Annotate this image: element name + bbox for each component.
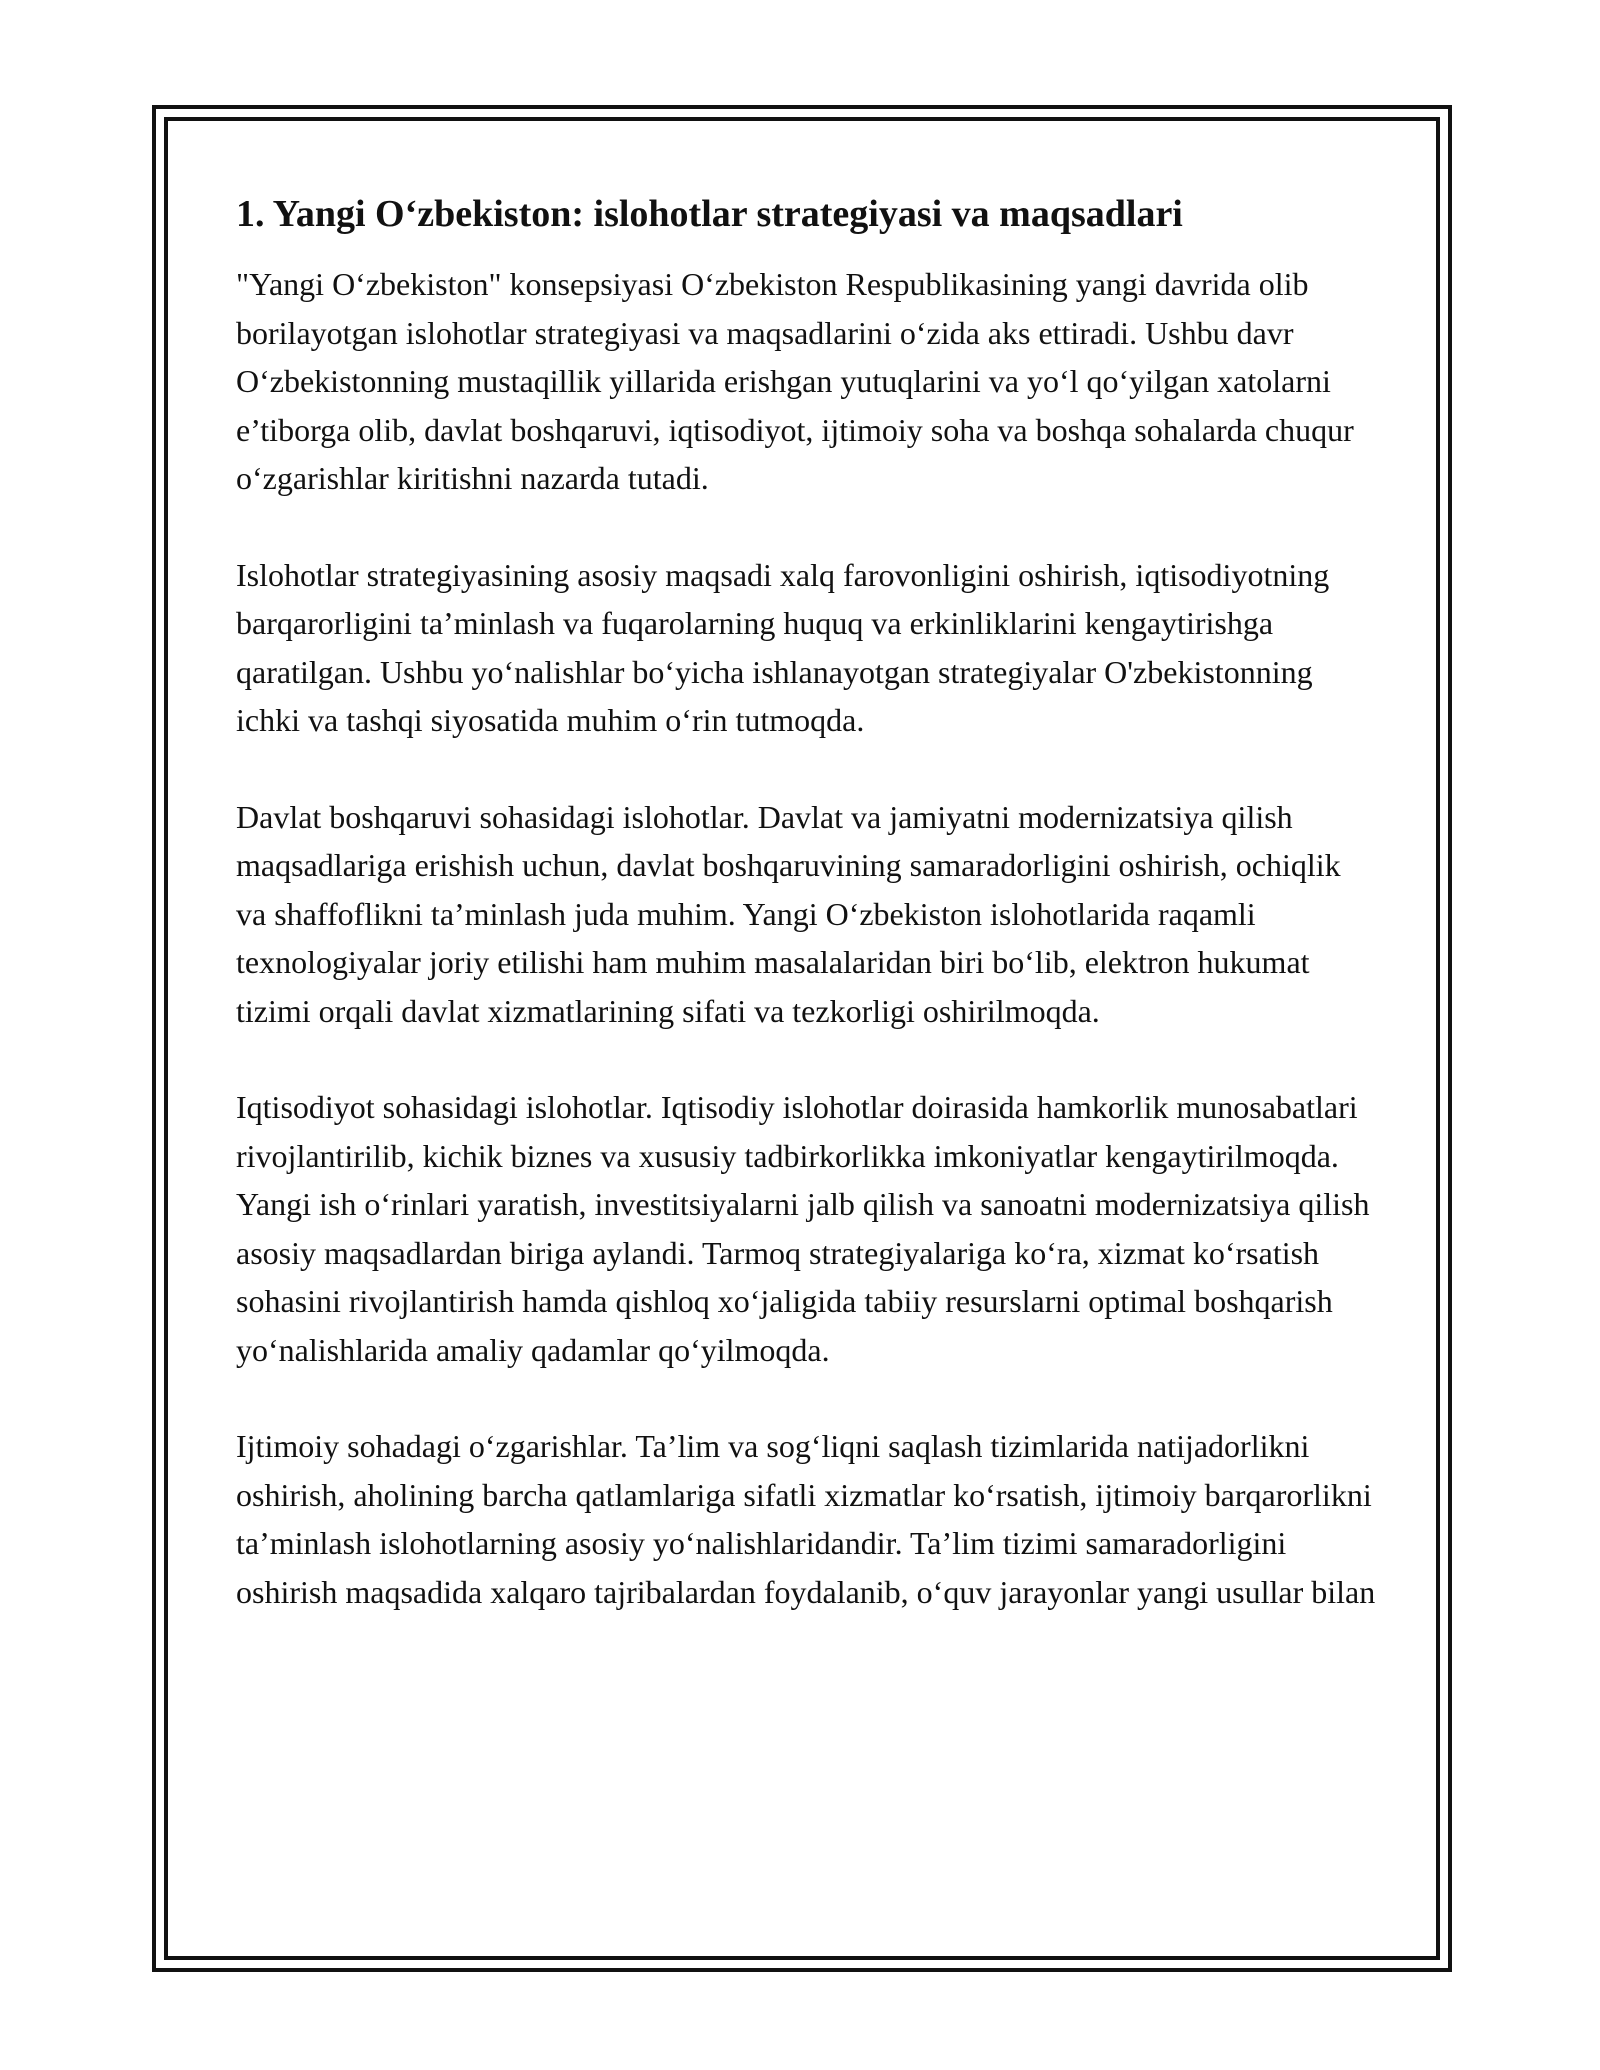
document-body <box>236 188 1376 1616</box>
paragraph-strategy-goal: Islohotlar strategiyasining asosiy maqsadi xalq farovonligini oshirish, iqtisodiyotning barqarorligini ta’minlash va fuqarolarning huquq va erkinliklarini kengaytirishga qaratilgan. Ushbu yo‘nalishlar bo‘yicha ishlanayotgan strategiyalar O'zbekistonning ichki va tashqi siyosatida muhim o‘rin tutmoqda. <box>236 556 1330 738</box>
paragraph-governance-reforms: Davlat boshqaruvi sohasidagi islohotlar. Davlat va jamiyatni modernizatsiya qilish maqsadlariga erishish uchun, davlat boshqaruvining samaradorligini oshirish, ochiqlik va shaffoflikni ta’minlash juda muhim. Yangi O‘zbekiston islohotlarida raqamli texnologiyalar joriy etilishi ham muhim masalalaridan biri bo‘lib, elektron hukumat tizimi orqali davlat xizmatlarining sifati va tezkorligi oshirilmoqda. <box>236 798 1341 1029</box>
paragraph-economic-reforms: Iqtisodiyot sohasidagi islohotlar. Iqtisodiy islohotlar doirasida hamkorlik munosabatlari rivojlantirilib, kichik biznes va xususiy tadbirkorlikka imkoniyatlar kengaytirilmoqda. Yangi ish o‘rinlari yaratish, investitsiyalarni jalb qilish va sanoatni modernizatsiya qilish asosiy maqsadlardan biriga aylandi. Tarmoq strategiyalariga ko‘ra, xizmat ko‘rsatish sohasini rivojlantirish hamda qishloq xo‘jaligida tabiiy resurslarni optimal boshqarish yo‘nalishlarida amaliy qadamlar qo‘yilmoqda. <box>236 1089 1370 1368</box>
paragraph-social-changes: Ijtimoiy sohadagi o‘zgarishlar. Ta’lim va sog‘liqni saqlash tizimlarida natijadorlikni oshirish, aholining barcha qatlamlariga sifatli xizmatlar ko‘rsatish, ijtimoiy barqarorlikni ta’minlash islohotlarning asosiy yo‘nalishlaridandir. Ta’lim tizimi samaradorligini oshirish maqsadida xalqaro tajribalardan foydalanib, o‘quv jarayonlar yangi usullar bilan <box>236 1428 1376 1610</box>
document-title: 1. Yangi O‘zbekiston: islohotlar strategiyasi va maqsadlari <box>236 193 1183 235</box>
paragraph-intro: "Yangi O‘zbekiston" konsepsiyasi O‘zbekiston Respublikasining yangi davrida olib borilayotgan islohotlar strategiyasi va maqsadlarini o‘zida aks ettiradi. Ushbu davr O‘zbekistonning mustaqillik yillarida erishgan yutuqlarini va yo‘l qo‘yilgan xatolarni e’tiborga olib, davlat boshqaruvi, iqtisodiyot, ijtimoiy soha va boshqa sohalarda chuqur o‘zgarishlar kiritishni nazarda tutadi. <box>236 266 1354 496</box>
